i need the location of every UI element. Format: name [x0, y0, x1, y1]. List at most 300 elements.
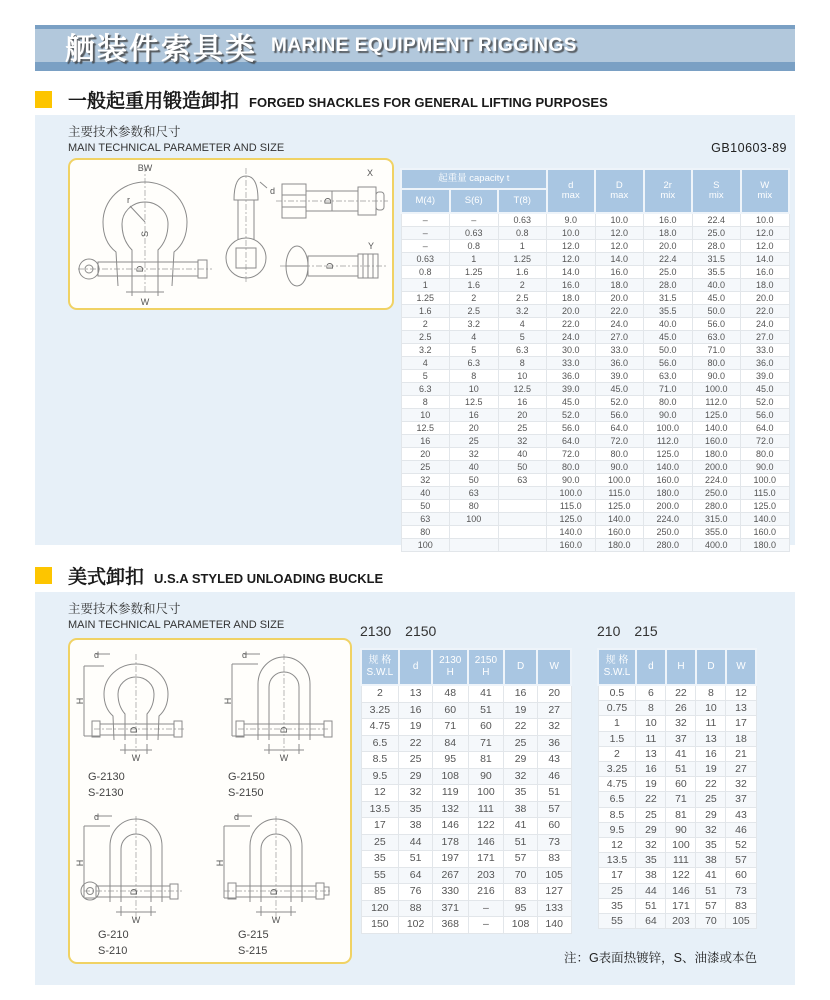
table-cell: 1.25: [450, 266, 499, 279]
tableA-caption-2130: 2130: [360, 623, 392, 639]
footnote: 注：G表面热镀锌，S、油漆或本色: [563, 951, 757, 965]
table-cell: 90: [468, 768, 504, 785]
table-cell: 22.0: [595, 305, 644, 318]
table-cell: 1.6: [498, 266, 547, 279]
table-row: [401, 396, 789, 409]
table-cell: 36.0: [595, 357, 644, 370]
table-cell: 60: [468, 719, 504, 736]
table-cell: 80: [450, 500, 499, 513]
table-cell: 25.0: [644, 266, 693, 279]
table-row: [598, 883, 756, 898]
table-cell: 8: [450, 370, 499, 383]
table-cell: 12.0: [595, 227, 644, 240]
table-cell: 57: [504, 851, 538, 868]
table-cell: 171: [468, 851, 504, 868]
table-cell: 32: [399, 785, 433, 802]
dim-label-D: D: [129, 888, 139, 896]
table-cell: [450, 526, 499, 539]
table-cell: 71.0: [644, 383, 693, 396]
table-cell: 32: [696, 822, 726, 837]
table-cell: 48: [432, 685, 468, 702]
table-cell: 180.0: [741, 539, 790, 552]
table-cell: 12.5: [401, 422, 450, 435]
table-cell: 63.0: [692, 331, 741, 344]
table-cell: 125.0: [547, 513, 596, 526]
table-cell: 50.0: [692, 305, 741, 318]
table-cell: 0.63: [498, 213, 547, 227]
table-cell: 73: [726, 883, 756, 898]
table-cell: 50.0: [644, 344, 693, 357]
table-cell: 72.0: [547, 448, 596, 461]
table-cell: 80.0: [692, 357, 741, 370]
table-cell: 132: [432, 801, 468, 818]
table-row: [361, 702, 571, 719]
column-header-2130h: [432, 649, 468, 685]
table-cell: 125.0: [595, 500, 644, 513]
table-cell: 56.0: [692, 318, 741, 331]
model-label-s2130: S-2130: [88, 787, 124, 799]
table-cell: 40.0: [692, 279, 741, 292]
table-cell: 6.3: [450, 357, 499, 370]
table-cell: 90.0: [741, 461, 790, 474]
table-cell: 71: [432, 719, 468, 736]
table-cell: 22.0: [741, 305, 790, 318]
table-cell: 20: [498, 409, 547, 422]
table-cell: 40.0: [644, 318, 693, 331]
table-row: [598, 746, 756, 761]
table-row: [361, 801, 571, 818]
table-row: [361, 768, 571, 785]
table-cell: 51: [504, 834, 538, 851]
table-cell: 10.0: [741, 213, 790, 227]
table-cell: 35: [598, 898, 636, 913]
table-cell: 146: [666, 883, 696, 898]
usa-shackle-table-210-215: [597, 648, 757, 929]
column-header-t8: T(8): [498, 189, 547, 213]
table-row: [361, 685, 571, 702]
table-cell: 3.25: [361, 702, 399, 719]
table-cell: 16.0: [741, 266, 790, 279]
section2-title-zh: 美式卸扣: [68, 567, 145, 588]
table-cell: 56.0: [741, 409, 790, 422]
table-row: [401, 448, 789, 461]
dim-label-s: S: [140, 230, 150, 238]
column-header-line: W: [760, 180, 770, 191]
table-cell: 140.0: [741, 513, 790, 526]
table-cell: 35: [636, 853, 666, 868]
table-cell: 44: [636, 883, 666, 898]
table-cell: 100: [401, 539, 450, 552]
table-cell: 160.0: [741, 526, 790, 539]
table-cell: 16: [696, 746, 726, 761]
table-cell: 38: [636, 868, 666, 883]
table-row: [401, 435, 789, 448]
table-cell: 10: [401, 409, 450, 422]
shackle-drawing-box: [68, 158, 394, 310]
dim-label-h: H: [75, 697, 85, 705]
table-row: [598, 701, 756, 716]
table-cell: 44: [399, 834, 433, 851]
table-cell: 51: [468, 702, 504, 719]
table-cell: 51: [636, 898, 666, 913]
spec-table-body: [401, 213, 789, 552]
table-row: [401, 227, 789, 240]
table-cell: 36: [537, 735, 571, 752]
table-cell: 100: [468, 785, 504, 802]
table-cell: 12.0: [741, 227, 790, 240]
table-cell: 6.3: [498, 344, 547, 357]
table-cell: 18.0: [741, 279, 790, 292]
table-cell: 57: [537, 801, 571, 818]
column-header-line: 2150: [474, 655, 498, 666]
table-row: [361, 735, 571, 752]
section1-title-en: FORGED SHACKLES FOR GENERAL LIFTING PURPOSES: [249, 95, 608, 110]
forged-shackle-spec-table: [400, 168, 790, 552]
table-row: [401, 487, 789, 500]
param-label-zh: 主要技术参数和尺寸: [68, 125, 181, 139]
table-cell: 18.0: [644, 227, 693, 240]
table-cell: 8.5: [598, 807, 636, 822]
table-cell: 11: [696, 716, 726, 731]
table-cell: 50: [450, 474, 499, 487]
table-cell: 14.0: [547, 266, 596, 279]
table-cell: 28.0: [644, 279, 693, 292]
column-header-line: W: [736, 661, 746, 672]
table-cell: 119: [432, 785, 468, 802]
table-cell: 3.2: [498, 305, 547, 318]
table-cell: [498, 487, 547, 500]
table-cell: 122: [468, 818, 504, 835]
table-cell: 10: [498, 370, 547, 383]
table-cell: 8: [696, 685, 726, 701]
table-cell: 84: [432, 735, 468, 752]
table-cell: 180.0: [644, 487, 693, 500]
table-row: [401, 253, 789, 266]
table-cell: 45.0: [741, 383, 790, 396]
column-header-D: [504, 649, 538, 685]
table-row: [401, 318, 789, 331]
table-cell: 25: [401, 461, 450, 474]
table-row: [361, 834, 571, 851]
table-cell: 32: [450, 448, 499, 461]
table-cell: 55: [598, 914, 636, 929]
column-header-line: 2r: [663, 180, 672, 191]
table-cell: 27: [726, 762, 756, 777]
table-cell: 13.5: [361, 801, 399, 818]
table-cell: 125.0: [741, 500, 790, 513]
model-label-g2150: G-2150: [228, 771, 265, 783]
dim-label-D: D: [269, 888, 279, 896]
column-header-W: [537, 649, 571, 685]
column-header-H: [666, 649, 696, 685]
table-cell: 18.0: [595, 279, 644, 292]
tableB-caption-215: 215: [634, 623, 658, 639]
column-header-line: S: [713, 180, 720, 191]
column-header-line: H: [482, 667, 490, 678]
table-cell: 12.0: [595, 240, 644, 253]
table-cell: 16.0: [547, 279, 596, 292]
column-header-line: H: [446, 667, 454, 678]
dim-label-w: W: [131, 915, 141, 925]
table-cell: 90.0: [644, 409, 693, 422]
table-cell: 22: [504, 719, 538, 736]
table-cell: 1: [598, 716, 636, 731]
table-cell: 85: [361, 884, 399, 901]
table-cell: 55: [361, 867, 399, 884]
table-cell: 29: [696, 807, 726, 822]
table-cell: 8: [636, 701, 666, 716]
table-cell: 368: [432, 917, 468, 934]
table-cell: 5: [401, 370, 450, 383]
table-row: [361, 884, 571, 901]
table-cell: 41: [666, 746, 696, 761]
table-cell: 3.25: [598, 762, 636, 777]
table-cell: 25.0: [692, 227, 741, 240]
table-cell: 20.0: [547, 305, 596, 318]
tableA-caption: [360, 623, 450, 639]
usa-shackle-drawing-box: [68, 638, 352, 964]
table-cell: 83: [537, 851, 571, 868]
dim-label-w: W: [131, 753, 141, 763]
table-cell: 80.0: [547, 461, 596, 474]
table-row: [598, 731, 756, 746]
table-cell: 197: [432, 851, 468, 868]
table-cell: 43: [537, 752, 571, 769]
table-cell: 100.0: [692, 383, 741, 396]
table-cell: 80.0: [595, 448, 644, 461]
table-cell: 280.0: [644, 539, 693, 552]
table-cell: 1.6: [401, 305, 450, 318]
table-cell: 12: [598, 838, 636, 853]
section-bullet-icon: [35, 91, 52, 108]
table-cell: 52: [726, 838, 756, 853]
table-cell: 2: [401, 318, 450, 331]
dim-label-w: W: [279, 753, 289, 763]
table-cell: [498, 513, 547, 526]
table-cell: 4.75: [361, 719, 399, 736]
table-cell: 37: [666, 731, 696, 746]
table-cell: 13: [726, 701, 756, 716]
table-cell: 39.0: [547, 383, 596, 396]
table-cell: 57: [726, 853, 756, 868]
table-cell: 22.4: [692, 213, 741, 227]
column-header-line: max: [561, 190, 580, 201]
table-cell: 25: [696, 792, 726, 807]
table-cell: 32: [401, 474, 450, 487]
table-cell: 20.0: [741, 292, 790, 305]
table-row: [598, 777, 756, 792]
table-cell: 41: [696, 868, 726, 883]
tableA-caption-2150: 2150: [405, 623, 437, 639]
table-row: [361, 917, 571, 934]
table-row: [361, 867, 571, 884]
tableB-caption-210: 210: [597, 623, 621, 639]
table-cell: 27.0: [741, 331, 790, 344]
table-cell: 27.0: [595, 331, 644, 344]
table-cell: 63: [401, 513, 450, 526]
table-cell: 146: [468, 834, 504, 851]
table-cell: 40: [498, 448, 547, 461]
table-cell: 371: [432, 900, 468, 917]
table-row: [401, 344, 789, 357]
table-cell: 2.5: [498, 292, 547, 305]
table-cell: 51: [537, 785, 571, 802]
table-row: [598, 853, 756, 868]
dim-label-d: d: [234, 812, 240, 822]
tableB-caption: [597, 623, 672, 639]
table-cell: 36.0: [547, 370, 596, 383]
tableA-body: [361, 685, 571, 933]
table-cell: 25: [636, 807, 666, 822]
column-header-line: D: [615, 180, 623, 191]
table-cell: 63: [498, 474, 547, 487]
table-cell: 60: [726, 868, 756, 883]
table-cell: –: [401, 213, 450, 227]
table-cell: 90.0: [595, 461, 644, 474]
column-header-2r: [644, 169, 693, 213]
forged-shackle-technical-drawing: [70, 160, 392, 308]
table-cell: 100: [450, 513, 499, 526]
section2-param-label: [68, 599, 284, 631]
table-cell: 1.6: [450, 279, 499, 292]
column-header-d: [636, 649, 666, 685]
section2-panel: [35, 592, 795, 985]
section1-title: [35, 86, 608, 113]
table-cell: 127: [537, 884, 571, 901]
table-cell: 0.8: [450, 240, 499, 253]
table-row: [361, 851, 571, 868]
table-cell: 16.0: [644, 213, 693, 227]
table-cell: 125.0: [644, 448, 693, 461]
table-cell: 3.2: [450, 318, 499, 331]
table-row: [361, 785, 571, 802]
table-cell: 38: [504, 801, 538, 818]
section1-title-zh: 一般起重用锻造卸扣: [68, 91, 240, 112]
table-cell: 45.0: [644, 331, 693, 344]
table-row: [361, 752, 571, 769]
column-header-line: mix: [708, 190, 724, 201]
table-row: [401, 279, 789, 292]
table-cell: 100.0: [547, 487, 596, 500]
table-cell: 111: [666, 853, 696, 868]
table-cell: 115.0: [741, 487, 790, 500]
table-cell: 122: [666, 868, 696, 883]
table-cell: 178: [432, 834, 468, 851]
table-cell: 40: [450, 461, 499, 474]
table-cell: 46: [726, 822, 756, 837]
column-header-line: max: [610, 190, 629, 201]
table-cell: 95: [504, 900, 538, 917]
table-cell: 8.5: [361, 752, 399, 769]
table-cell: 13.5: [598, 853, 636, 868]
table-cell: 81: [666, 807, 696, 822]
table-cell: 1.25: [498, 253, 547, 266]
table-cell: 31.5: [692, 253, 741, 266]
table-row: [361, 900, 571, 917]
table-cell: 10: [450, 383, 499, 396]
table-cell: 160.0: [692, 435, 741, 448]
table-cell: 12.5: [450, 396, 499, 409]
table-cell: 4.75: [598, 777, 636, 792]
table-cell: 63.0: [644, 370, 693, 383]
column-header-line: S.W.L: [603, 667, 631, 678]
column-header-line: d: [412, 661, 419, 672]
table-cell: 39.0: [595, 370, 644, 383]
table-cell: 46: [537, 768, 571, 785]
table-row: [598, 898, 756, 913]
table-cell: 25: [450, 435, 499, 448]
dim-label-h: H: [215, 859, 225, 867]
table-cell: 31.5: [644, 292, 693, 305]
table-cell: 17: [598, 868, 636, 883]
table-cell: 35.5: [644, 305, 693, 318]
table-cell: 41: [468, 685, 504, 702]
table-cell: 250.0: [692, 487, 741, 500]
table-cell: 64.0: [595, 422, 644, 435]
table-cell: 125.0: [692, 409, 741, 422]
dim-label-w: W: [271, 915, 281, 925]
table-cell: 22.0: [547, 318, 596, 331]
table-cell: 100.0: [644, 422, 693, 435]
table-cell: 19: [504, 702, 538, 719]
page-title-en: MARINE EQUIPMENT RIGGINGS: [271, 34, 577, 56]
table-cell: 120: [361, 900, 399, 917]
table-cell: 21: [726, 746, 756, 761]
table-cell: 80: [401, 526, 450, 539]
standard-code: GB10603-89: [711, 141, 787, 155]
table-cell: 32: [498, 435, 547, 448]
table-row: [598, 762, 756, 777]
dim-label-x: X: [367, 168, 374, 178]
table-row: [361, 818, 571, 835]
table-cell: 315.0: [692, 513, 741, 526]
table-row: [598, 792, 756, 807]
column-header-line: d: [648, 661, 654, 672]
table-cell: 12: [726, 685, 756, 701]
table-cell: 71.0: [692, 344, 741, 357]
dim-label-bw: BW: [137, 163, 153, 173]
table-cell: 1: [498, 240, 547, 253]
section1-panel: [35, 115, 795, 550]
table-row: [401, 526, 789, 539]
table-cell: 64: [636, 914, 666, 929]
table-cell: 64.0: [741, 422, 790, 435]
table-cell: –: [450, 213, 499, 227]
table-row: [401, 331, 789, 344]
table-cell: 20: [450, 422, 499, 435]
table-cell: 63: [450, 487, 499, 500]
table-cell: 60: [666, 777, 696, 792]
table-row: [401, 305, 789, 318]
page-title-zh: 舾装件索具类: [65, 32, 257, 66]
page-header-band: [35, 25, 795, 71]
table-cell: 29: [399, 768, 433, 785]
column-header-d: [399, 649, 433, 685]
table-cell: 105: [726, 914, 756, 929]
table-cell: 10: [696, 701, 726, 716]
table-cell: 38: [399, 818, 433, 835]
table-cell: 14.0: [595, 253, 644, 266]
table-cell: 16: [399, 702, 433, 719]
column-header-swl: [361, 649, 399, 685]
column-header-Dmax: [595, 169, 644, 213]
table-cell: –: [401, 240, 450, 253]
table-cell: 16: [504, 685, 538, 702]
table-cell: 100: [666, 838, 696, 853]
table-row: [598, 838, 756, 853]
table-cell: 37: [726, 792, 756, 807]
table-cell: 108: [432, 768, 468, 785]
